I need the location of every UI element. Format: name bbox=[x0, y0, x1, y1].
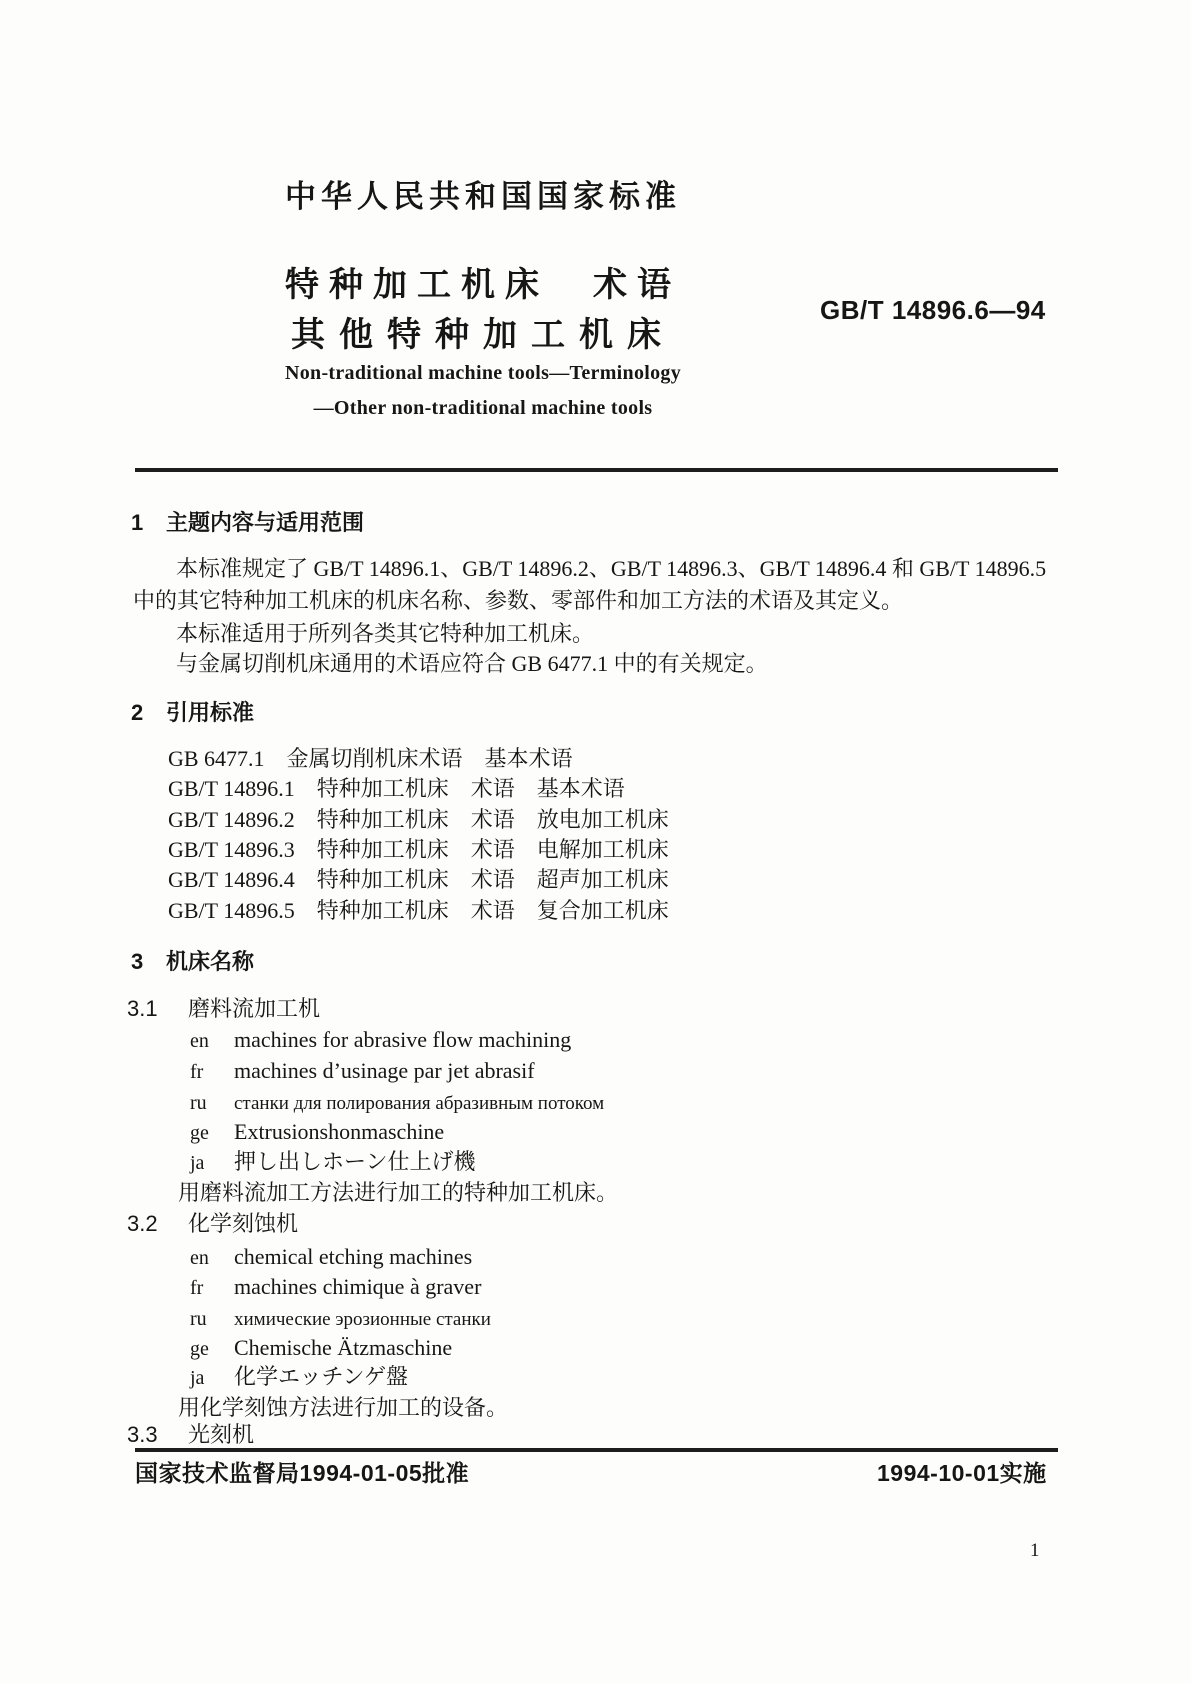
term-3-2-lang-ru bbox=[190, 1306, 491, 1331]
term-3-1-lang-en bbox=[190, 1028, 571, 1053]
section-3-number: 3 bbox=[131, 949, 144, 974]
lang-code: ja bbox=[190, 1367, 205, 1389]
term-3-1-lang-fr bbox=[190, 1059, 535, 1084]
term-3-2-name-zh: 化学刻蚀机 bbox=[188, 1211, 299, 1236]
reference-item: GB 6477.1 金属切削机床术语 基本术语 bbox=[168, 746, 573, 771]
section-1-title: 主题内容与适用范围 bbox=[166, 510, 365, 535]
lang-code: fr bbox=[190, 1061, 204, 1083]
lang-code: ru bbox=[190, 1308, 207, 1330]
doc-title-zh-line1: 特种加工机床 术语 bbox=[285, 266, 681, 304]
approval-statement: 国家技术监督局1994-01-05批准 bbox=[135, 1460, 470, 1486]
section-3-title: 机床名称 bbox=[166, 949, 255, 974]
term-3-1-definition: 用磨料流加工方法进行加工的特种加工机床。 bbox=[178, 1180, 619, 1205]
term-3-3-name-zh: 光刻机 bbox=[188, 1422, 255, 1447]
doc-title-en-line1: Non-traditional machine tools—Terminology bbox=[284, 362, 681, 384]
reference-item: GB/T 14896.2 特种加工机床 术语 放电加工机床 bbox=[168, 807, 669, 832]
implementation-statement: 1994-10-01实施 bbox=[877, 1460, 1047, 1486]
term-3-2-heading bbox=[127, 1212, 298, 1237]
footer-divider-rule bbox=[135, 1448, 1058, 1452]
lang-text: Chemische Ätzmaschine bbox=[234, 1335, 453, 1360]
doc-title-zh-line2: 其他特种加工机床 bbox=[291, 316, 675, 354]
page-number: 1 bbox=[1030, 1540, 1040, 1561]
term-3-1-lang-ja bbox=[190, 1150, 476, 1175]
lang-code: en bbox=[190, 1030, 209, 1052]
section-1-heading bbox=[131, 511, 364, 536]
section-3-heading bbox=[131, 950, 254, 975]
reference-item: GB/T 14896.5 特种加工机床 术语 复合加工机床 bbox=[168, 898, 669, 923]
lang-code: ge bbox=[190, 1338, 209, 1360]
lang-code: en bbox=[190, 1247, 209, 1269]
lang-code: ja bbox=[190, 1152, 205, 1174]
lang-text: 押し出しホーン仕上げ機 bbox=[234, 1149, 476, 1174]
scope-paragraph-1-line-2: 中的其它特种加工机床的机床名称、参数、零部件和加工方法的术语及其定义。 bbox=[133, 588, 904, 613]
header-divider-rule bbox=[135, 468, 1058, 472]
lang-code: ge bbox=[190, 1122, 209, 1144]
lang-text: Extrusionshonmaschine bbox=[234, 1119, 445, 1144]
term-3-1-number: 3.1 bbox=[127, 996, 158, 1021]
lang-text: chemical etching machines bbox=[234, 1244, 473, 1269]
standard-code: GB/T 14896.6—94 bbox=[820, 295, 1046, 325]
section-2-title: 引用标准 bbox=[166, 700, 255, 725]
lang-text: machines for abrasive flow machining bbox=[234, 1027, 572, 1052]
section-2-heading bbox=[131, 701, 254, 726]
reference-item: GB/T 14896.3 特种加工机床 术语 电解加工机床 bbox=[168, 837, 669, 862]
term-3-1-name-zh: 磨料流加工机 bbox=[188, 996, 321, 1021]
term-3-2-lang-en bbox=[190, 1245, 472, 1270]
term-3-2-lang-ja bbox=[190, 1365, 408, 1390]
term-3-3-number: 3.3 bbox=[127, 1422, 158, 1447]
scope-paragraph-1-line-1: 本标准规定了 GB/T 14896.1、GB/T 14896.2、GB/T 14896.3、GB/T 14896.4 和 GB/T 14896.5 bbox=[176, 556, 1047, 581]
term-3-3-heading bbox=[127, 1423, 254, 1448]
section-1-number: 1 bbox=[131, 510, 144, 535]
lang-code: fr bbox=[190, 1277, 204, 1299]
doc-title-en-line2: —Other non-traditional machine tools bbox=[313, 397, 653, 419]
term-3-2-number: 3.2 bbox=[127, 1211, 158, 1236]
term-3-2-lang-ge bbox=[190, 1336, 452, 1361]
term-3-2-definition: 用化学刻蚀方法进行加工的设备。 bbox=[178, 1395, 509, 1420]
section-2-number: 2 bbox=[131, 700, 144, 725]
lang-code: ru bbox=[190, 1092, 207, 1114]
standard-label: 中华人民共和国国家标准 bbox=[285, 179, 681, 214]
lang-text: 化学エッチンゲ盤 bbox=[234, 1364, 409, 1389]
term-3-1-heading bbox=[127, 997, 320, 1022]
scope-paragraph-3: 与金属切削机床通用的术语应符合 GB 6477.1 中的有关规定。 bbox=[176, 651, 768, 676]
reference-item: GB/T 14896.4 特种加工机床 术语 超声加工机床 bbox=[168, 867, 669, 892]
term-3-1-lang-ru bbox=[190, 1090, 604, 1115]
lang-text: machines d’usinage par jet abrasif bbox=[234, 1058, 535, 1083]
reference-item: GB/T 14896.1 特种加工机床 术语 基本术语 bbox=[168, 776, 625, 801]
lang-text: станки для полирования абразивным потоком bbox=[234, 1093, 605, 1114]
lang-text: химические эрозионные станки bbox=[234, 1309, 491, 1330]
scope-paragraph-2: 本标准适用于所列各类其它特种加工机床。 bbox=[176, 621, 595, 646]
term-3-2-lang-fr bbox=[190, 1275, 481, 1300]
lang-text: machines chimique à graver bbox=[234, 1274, 482, 1299]
term-3-1-lang-ge bbox=[190, 1120, 444, 1145]
